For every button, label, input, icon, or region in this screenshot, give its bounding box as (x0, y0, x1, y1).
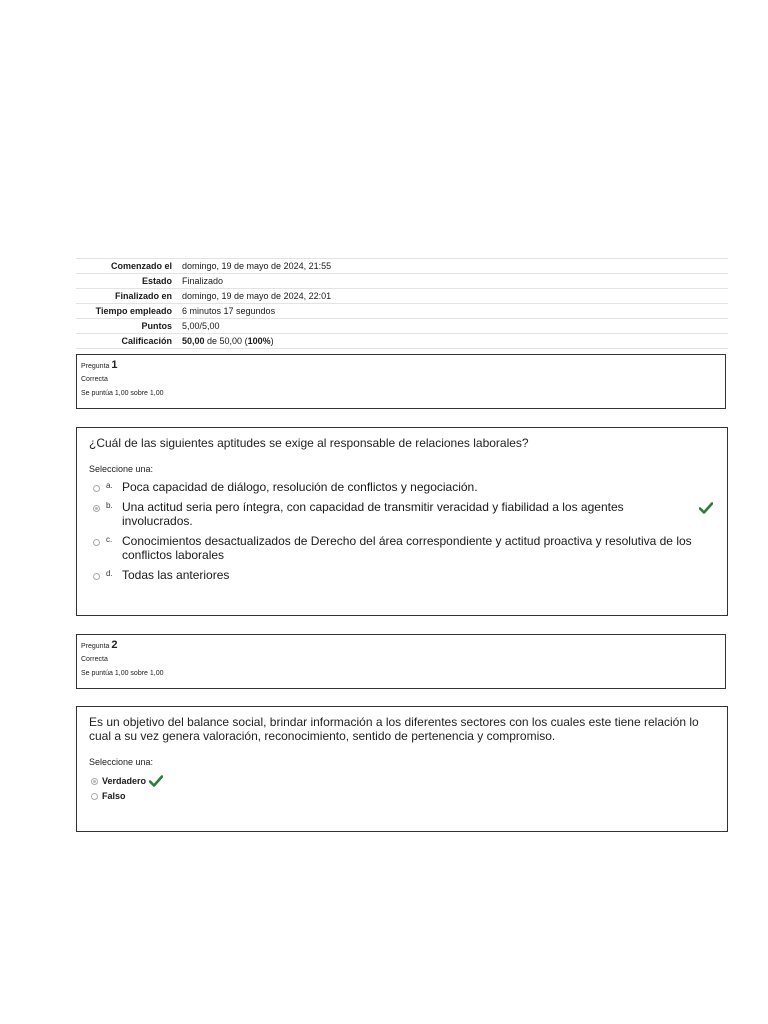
question-label: Pregunta (81, 363, 110, 370)
summary-value: 5,00/5,00 (178, 319, 728, 334)
grade-percent: 100% (247, 336, 271, 346)
answer-letter: a. (106, 481, 113, 490)
radio-button-selected[interactable] (91, 778, 98, 785)
option-label: Falso (102, 791, 126, 801)
answer-text: Todas las anteriores (122, 568, 230, 582)
question-label: Pregunta (81, 643, 110, 650)
summary-row-time (76, 304, 728, 319)
question-grade: Se puntúa 1,00 sobre 1,00 (81, 670, 164, 677)
select-prompt: Seleccione una: (89, 757, 154, 767)
answer-letter: b. (106, 501, 113, 510)
summary-row-points (76, 319, 728, 334)
answer-letter: d. (106, 569, 113, 578)
question-2-content (76, 706, 728, 832)
summary-value (178, 334, 728, 349)
summary-label: Tiempo empleado (76, 304, 178, 319)
summary-row-finished (76, 289, 728, 304)
answer-option-a[interactable] (89, 480, 715, 494)
question-state: Correcta (81, 656, 108, 663)
summary-row-state (76, 274, 728, 289)
select-prompt: Seleccione una: (89, 464, 154, 474)
answer-option-c[interactable] (89, 534, 715, 562)
question-number (81, 359, 721, 373)
question-text: Es un objetivo del balance social, brindar información a los diferentes sectores con los cuales este tiene relación lo cual a su vez genera valoración, reconocimiento, sentido de pertenencia y compromiso. (89, 715, 699, 743)
answer-option-d[interactable] (89, 568, 715, 582)
summary-value: 6 minutos 17 segundos (178, 304, 728, 319)
radio-button-selected[interactable] (93, 505, 100, 512)
summary-label: Estado (76, 274, 178, 289)
question-text: ¿Cuál de las siguientes aptitudes se exige al responsable de relaciones laborales? (89, 436, 529, 450)
option-false[interactable] (89, 791, 715, 801)
radio-button[interactable] (91, 793, 98, 800)
summary-label: Calificación (76, 334, 178, 349)
answer-option-b[interactable] (89, 500, 715, 528)
question-grade: Se puntúa 1,00 sobre 1,00 (81, 390, 164, 397)
summary-label: Puntos (76, 319, 178, 334)
question-1-content (76, 427, 728, 616)
answer-letter: c. (106, 535, 113, 544)
summary-row-grade (76, 334, 728, 349)
question-state: Correcta (81, 376, 108, 383)
answer-text: Poca capacidad de diálogo, resolución de conflictos y negociación. (122, 480, 478, 494)
radio-button[interactable] (93, 485, 100, 492)
attempt-summary-table (76, 258, 728, 349)
question-1-info (76, 354, 726, 409)
summary-value: domingo, 19 de mayo de 2024, 21:55 (178, 259, 728, 274)
grade-end: ) (270, 336, 274, 346)
grade-score: 50,00 (182, 336, 205, 346)
grade-mid: de 50,00 ( (204, 336, 248, 346)
answer-text: Una actitud seria pero íntegra, con capacidad de transmitir veracidad y fiabilidad a los agentes involucrados. (122, 500, 624, 528)
summary-label: Finalizado en (76, 289, 178, 304)
summary-label: Comenzado el (76, 259, 178, 274)
question-number-value: 1 (111, 359, 118, 371)
correct-check-icon (149, 775, 163, 787)
option-label: Verdadero (102, 776, 147, 786)
answer-text: Conocimientos desactualizados de Derecho del área correspondiente y actitud proactiva y resolutiva de los conflictos laborales (122, 534, 692, 562)
summary-value: Finalizado (178, 274, 728, 289)
summary-value: domingo, 19 de mayo de 2024, 22:01 (178, 289, 728, 304)
radio-button[interactable] (93, 539, 100, 546)
radio-button[interactable] (93, 573, 100, 580)
option-true[interactable] (89, 775, 715, 787)
summary-row-started (76, 259, 728, 274)
question-number-value: 2 (111, 639, 118, 651)
question-2-info (76, 634, 726, 689)
correct-check-icon (699, 502, 713, 514)
question-number (81, 639, 721, 653)
